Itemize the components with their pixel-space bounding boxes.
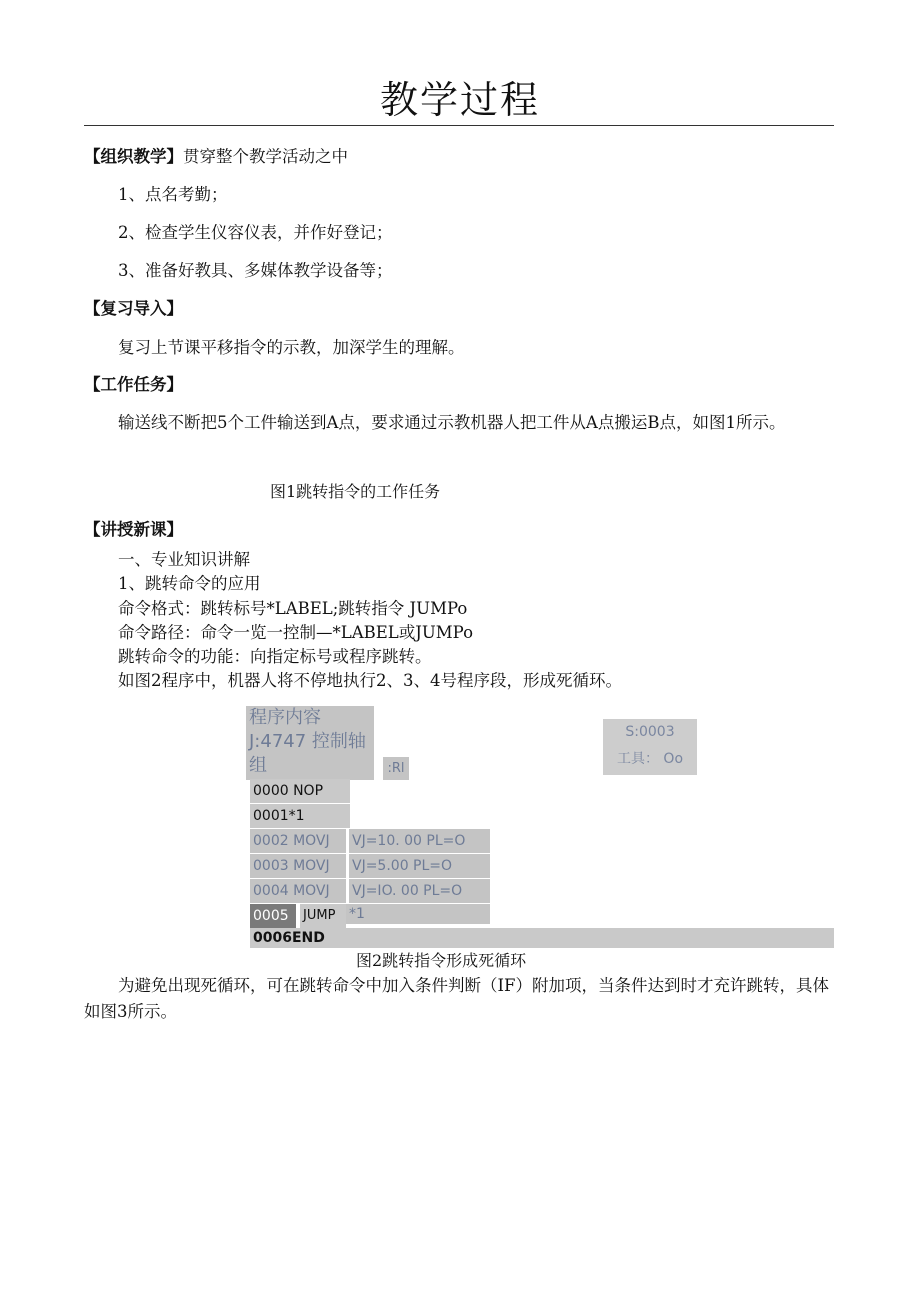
program-line-0006[interactable]: 0006END bbox=[250, 928, 834, 948]
pendant-robot-label: :Rl bbox=[383, 757, 409, 780]
program-line-0002[interactable]: 0002 MOVJ bbox=[250, 829, 346, 853]
pendant-step: S:0003 bbox=[625, 724, 675, 740]
program-line-0001[interactable]: 0001*1 bbox=[250, 804, 350, 828]
organize-item-3: 3、准备好教具、多媒体教学设备等； bbox=[118, 261, 393, 280]
program-line-0005-args[interactable]: *1 bbox=[346, 904, 490, 924]
program-line-0003[interactable]: 0003 MOVJ bbox=[250, 854, 346, 878]
program-line-0003-args[interactable]: VJ=5.00 PL=O bbox=[349, 854, 490, 878]
pendant-header bbox=[246, 706, 374, 780]
title-rule bbox=[84, 125, 834, 126]
lecture-line-5: 跳转命令的功能：向指定标号或程序跳转。 bbox=[118, 647, 432, 666]
pendant-header-group: 组 bbox=[249, 755, 267, 776]
lecture-after-text: 为避免出现死循环，可在跳转命令中加入条件判断（IF）附加项，当条件达到时才充许跳转，具体如图3所示。 bbox=[84, 976, 829, 1021]
organize-item-2: 2、检查学生仪容仪表，并作好登记； bbox=[118, 223, 393, 242]
task-heading: 【工作任务】 bbox=[84, 375, 183, 394]
lecture-line-2: 1、跳转命令的应用 bbox=[118, 574, 261, 593]
organize-item-1: 1、点名考勤； bbox=[118, 185, 228, 204]
figure2-caption: 图2跳转指令形成死循环 bbox=[356, 951, 527, 970]
pendant-header-title: 程序内容 bbox=[249, 707, 321, 728]
organize-text: 贯穿整个教学活动之中 bbox=[183, 147, 348, 166]
task-text: 输送线不断把5个工件输送到A点，要求通过示教机器人把工件从A点搬运B点，如图1所示。 bbox=[118, 413, 786, 432]
lecture-line-4: 命令路径：命令一览一控制—*LABEL或JUMPo bbox=[118, 623, 474, 642]
program-line-0004-args[interactable]: VJ=IO. 00 PL=O bbox=[349, 879, 490, 903]
program-line-0005-number[interactable]: 0005 bbox=[250, 904, 296, 928]
lecture-heading: 【讲授新课】 bbox=[84, 520, 183, 539]
pendant-header-job: J:4747 控制轴 bbox=[249, 731, 366, 752]
program-line-0000[interactable]: 0000 NOP bbox=[250, 779, 350, 803]
pendant-status-box bbox=[603, 719, 697, 775]
program-line-0002-args[interactable]: VJ=10. 00 PL=O bbox=[349, 829, 490, 853]
page-title: 教学过程 bbox=[379, 78, 540, 122]
lecture-line-1: 一、专业知识讲解 bbox=[118, 550, 250, 569]
program-line-0005-jump[interactable]: JUMP bbox=[300, 904, 346, 928]
lecture-line-6: 如图2程序中，机器人将不停地执行2、3、4号程序段，形成死循环。 bbox=[118, 671, 622, 690]
organize-heading: 【组织教学】 bbox=[84, 147, 183, 166]
figure1-caption: 图1跳转指令的工作任务 bbox=[270, 482, 441, 501]
pendant-tool: 工具： Oo bbox=[616, 751, 684, 767]
review-heading: 【复习导入】 bbox=[84, 299, 183, 318]
lecture-line-3: 命令格式：跳转标号*LABEL;跳转指令 JUMPo bbox=[118, 599, 468, 618]
review-text: 复习上节课平移指令的示教，加深学生的理解。 bbox=[118, 338, 465, 357]
program-line-0004[interactable]: 0004 MOVJ bbox=[250, 879, 346, 903]
organize-line bbox=[84, 145, 348, 169]
